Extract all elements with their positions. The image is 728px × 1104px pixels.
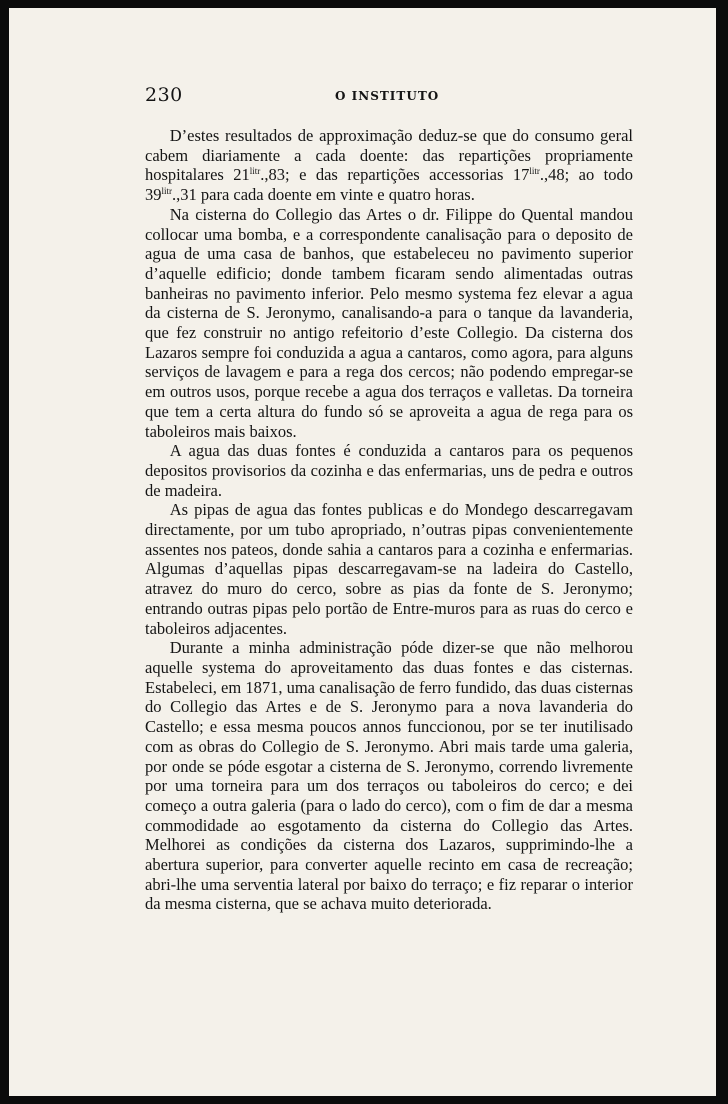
paragraph-1: D’estes resultados de approximação deduz-se que do consumo geral cabem diariamente a cada doente: das repartições propriamente hospitalares $21^{litr}.,83$; e das repartições accessorias $17^{litr}.,48$; ao todo $39^{litr}.,31$ para cada doente em vinte e quatro horas. xyxy=(145,126,633,205)
page-number: 230 xyxy=(145,84,183,106)
paragraph-4: As pipas de agua das fontes publicas e do Mondego descarregavam directamente, por um tubo apropriado, n’outras pipas convenientemente assentes nos pateos, donde sahia a cantaros para a cozinha e enfermarias. Algumas d’aquellas pipas descarregavam-se na ladeira do Castello, atravez do muro do cerco, sobre as pias da fonte de S. Jeronymo; entrando outras pipas pelo portão de Entre-muros para as ruas do cerco e taboleiros adjacentes. xyxy=(145,500,633,638)
book-page xyxy=(9,8,716,1096)
paragraph-3: A agua das duas fontes é conduzida a cantaros para os pequenos depositos provisorios da cozinha e das enfermarias, uns de pedra e outros de madeira. xyxy=(145,441,633,500)
page-header xyxy=(145,84,633,108)
paragraph-5: Durante a minha administração póde dizer-se que não melhorou aquelle systema do aproveitamento das duas fontes e das cisternas. Estabeleci, em 1871, uma canalisação de ferro fundido, das duas cisternas do Collegio das Artes e de S. Jeronymo para a nova lavanderia do Castello; e essa mesma poucos annos funccionou, por se ter inutilisado com as obras do Collegio de S. Jeronymo. Abri mais tarde uma galeria, por onde se póde esgotar a cisterna de S. Jeronymo, correndo livremente por uma torneira para um dos terraços ou taboleiros do cerco; e dei começo a outra galeria (para o lado do cerco), com o fim de dar a mesma commodidade ao esgotamento da cisterna do Collegio das Artes. Melhorei as condições da cisterna dos Lazaros, supprimindo-lhe a abertura superior, para converter aquelle recinto em casa de recreação; abri-lhe uma serventia lateral por baixo do terraço; e fiz reparar o interior da mesma cisterna, que se achava muito deteriorada. xyxy=(145,638,633,914)
body-text xyxy=(145,126,633,914)
running-title: O INSTITUTO xyxy=(335,89,440,103)
paragraph-2: Na cisterna do Collegio das Artes o dr. Filippe do Quental mandou collocar uma bomba, e a correspondente canalisação para o deposito de agua de uma casa de banhos, que estabeleceu no pavimento superior d’aquelle edificio; donde tambem ficaram sendo alimentadas outras banheiras no pavimento inferior. Pelo mesmo systema fez elevar a agua da cisterna de S. Jeronymo, canalisando-a para o tanque da lavanderia, que fez construir no antigo refeitorio d’este Collegio. Da cisterna dos Lazaros sempre foi conduzida a agua a cantaros, como agora, para alguns serviços de lavagem e para a rega dos cercos; não podendo empregar-se em outros usos, porque recebe a agua dos terraços e valletas. Da torneira que tem a certa altura do fundo só se aproveita a agua de rega para os taboleiros mais baixos. xyxy=(145,204,633,441)
